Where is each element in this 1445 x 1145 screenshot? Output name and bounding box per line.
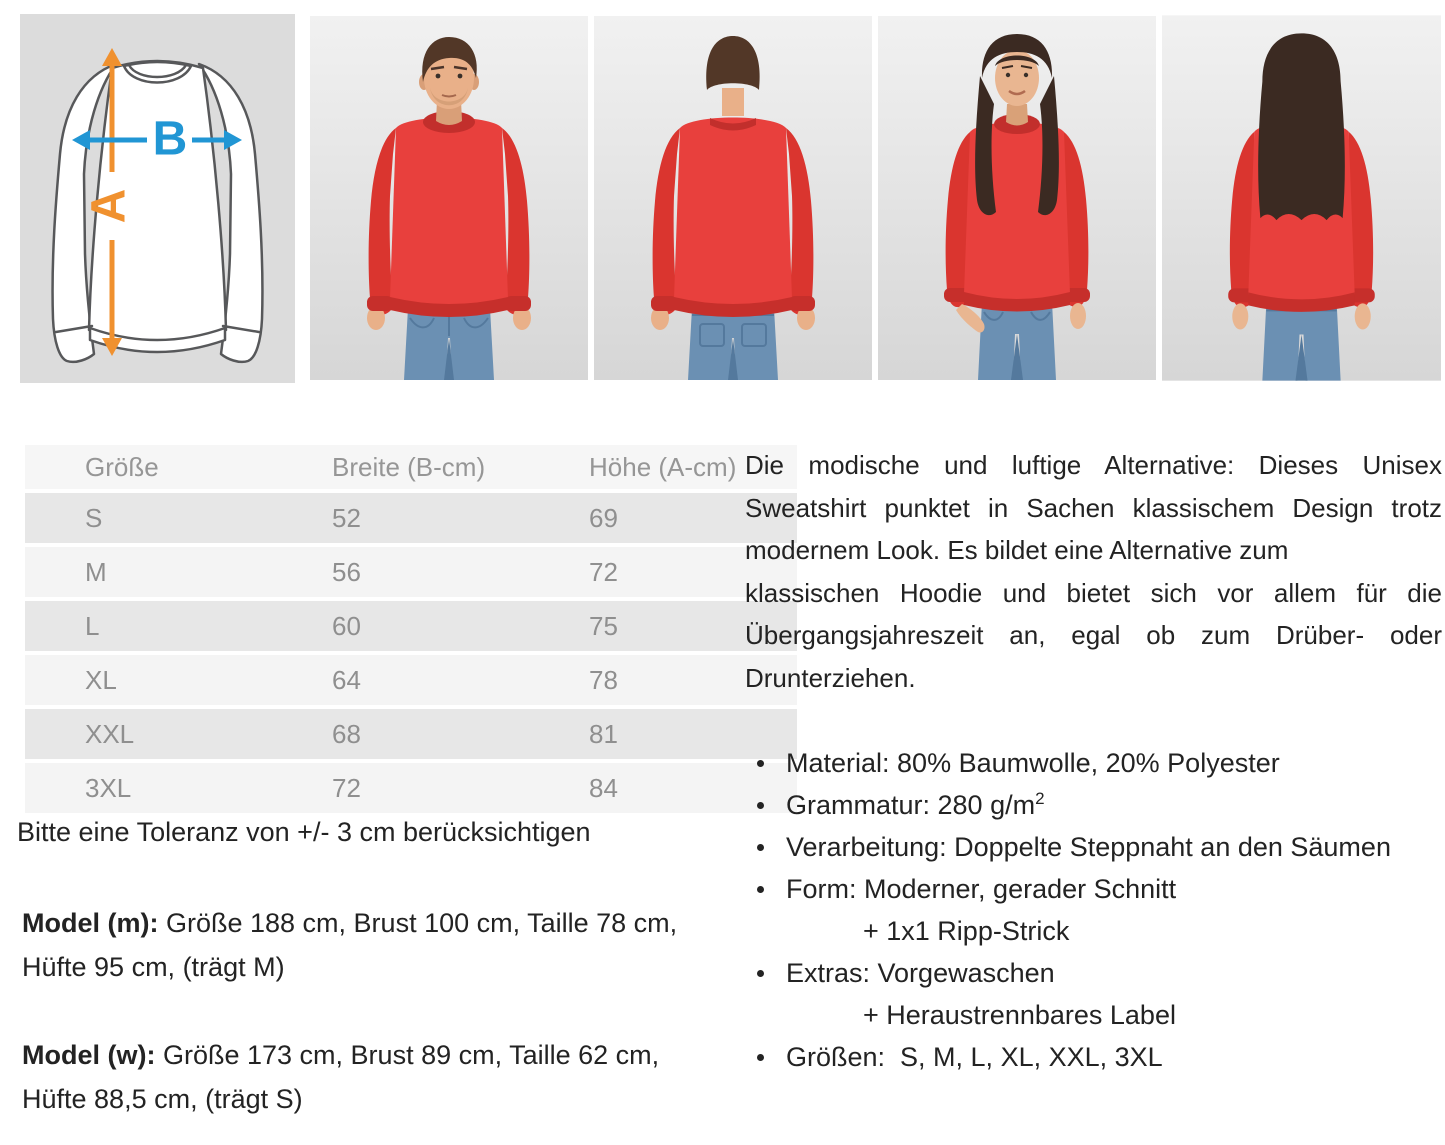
size-table-cell: 52 [331,493,588,543]
size-table-cell: XXL [25,709,331,759]
man-back-photo [594,15,872,381]
photo-woman-front[interactable] [878,15,1156,381]
size-table-cell: M [25,547,331,597]
size-table-cell: 3XL [25,763,331,813]
model-info-w [22,1033,722,1121]
description-line: Die modische und luftige Alternative: Dieses Unisex [745,450,1442,480]
feature-text: Größen: S, M, L, XL, XXL, 3XL [786,1042,1163,1072]
description-line: klassischen Hoodie und bietet sich vor allem für die [745,577,1442,608]
jeans [978,302,1056,380]
bullet-dot-icon [757,970,764,977]
size-diagram [20,14,295,383]
model-measurements: Größe 173 cm, Brust 89 cm, Taille 62 cm, [155,1040,660,1070]
feature-text: Material: 80% Baumwolle, 20% Polyester [786,748,1280,778]
superscript: 2 [1035,789,1045,808]
feature-text: Extras: Vorgewaschen [786,958,1055,988]
feature-text: + 1x1 Ripp-Strick [863,916,1070,946]
model-measurements: Größe 188 cm, Brust 100 cm, Taille 78 cm, [158,908,678,938]
size-table-header-cell: Größe [25,445,331,489]
size-table-cell: 84 [588,763,797,813]
size-table-cell: 60 [331,601,588,651]
feature-item [748,784,1445,826]
bullet-dot-icon [757,886,764,893]
bullet-dot-icon [757,844,764,851]
size-table-cell: S [25,493,331,543]
width-label: B [152,112,188,166]
model-label: Model (w): [22,1040,156,1070]
feature-item [748,1036,1445,1078]
feature-list [748,742,1445,1078]
size-table-cell: 56 [331,547,588,597]
photo-man-back[interactable] [594,15,872,381]
size-table-header-row [25,445,797,489]
sweatshirt [944,114,1090,333]
bullet-dot-icon [757,760,764,767]
size-table-cell: L [25,601,331,651]
woman-back-photo [1162,15,1441,381]
size-table-cell: 81 [588,709,797,759]
size-table-cell: 72 [331,763,588,813]
size-table-cell: 78 [588,655,797,705]
model-info-m [22,901,722,989]
photo-man-front[interactable] [310,15,588,381]
size-table-row [25,709,797,759]
feature-text: Verarbeitung: Doppelte Steppnaht an den Säumen [786,832,1391,862]
size-table-row [25,547,797,597]
size-table-body [25,493,797,813]
model-line-2: Hüfte 95 cm, (trägt M) [22,952,285,982]
product-description [745,444,1442,699]
size-table-row [25,655,797,705]
size-table [25,441,797,817]
size-table-header-cell: Höhe (A-cm) [588,445,797,489]
feature-item [748,742,1445,784]
description-line: Sweatshirt punktet in Sachen klassischem Design trotz [745,492,1442,523]
size-table-cell: 68 [331,709,588,759]
height-label: A [82,188,136,224]
feature-item [748,910,1445,952]
jeans [404,308,494,380]
feature-text: + Heraustrennbares Label [863,1000,1176,1030]
size-table-header-cell: Breite (B-cm) [331,445,588,489]
size-table-row [25,601,797,651]
feature-item [748,952,1445,994]
woman-front-photo [878,15,1156,381]
tolerance-note: Bitte eine Toleranz von +/- 3 cm berücksichtigen [17,817,591,847]
size-table-cell: 64 [331,655,588,705]
size-table-cell: XL [25,655,331,705]
hair-back [1258,33,1345,220]
feature-text: Grammatur: 280 g/m [786,790,1036,820]
feature-item [748,994,1445,1036]
jeans [688,308,778,380]
jeans [1262,302,1340,380]
model-line-1 [22,901,722,945]
feature-item [748,868,1445,910]
description-line: Übergangsjahreszeit an, egal ob zum Drüber- oder [745,620,1442,650]
size-table-cell: 72 [588,547,797,597]
model-label: Model (m): [22,908,159,938]
photo-woman-back[interactable] [1162,15,1441,381]
man-front-photo [310,15,588,381]
feature-item [748,826,1445,868]
size-table-cell: 75 [588,601,797,651]
size-table-row [25,763,797,813]
description-line: modernem Look. Es bildet eine Alternative zum [745,535,1289,565]
size-table-row [25,493,797,543]
bullet-dot-icon [757,1054,764,1061]
feature-text: Form: Moderner, gerader Schnitt [786,874,1177,904]
bullet-dot-icon [757,802,764,809]
size-diagram-panel [20,14,295,383]
model-line-2: Hüfte 88,5 cm, (trägt S) [22,1084,303,1114]
description-line: Drunterziehen. [745,662,916,693]
size-table-cell: 69 [588,493,797,543]
model-line-1 [22,1033,722,1077]
